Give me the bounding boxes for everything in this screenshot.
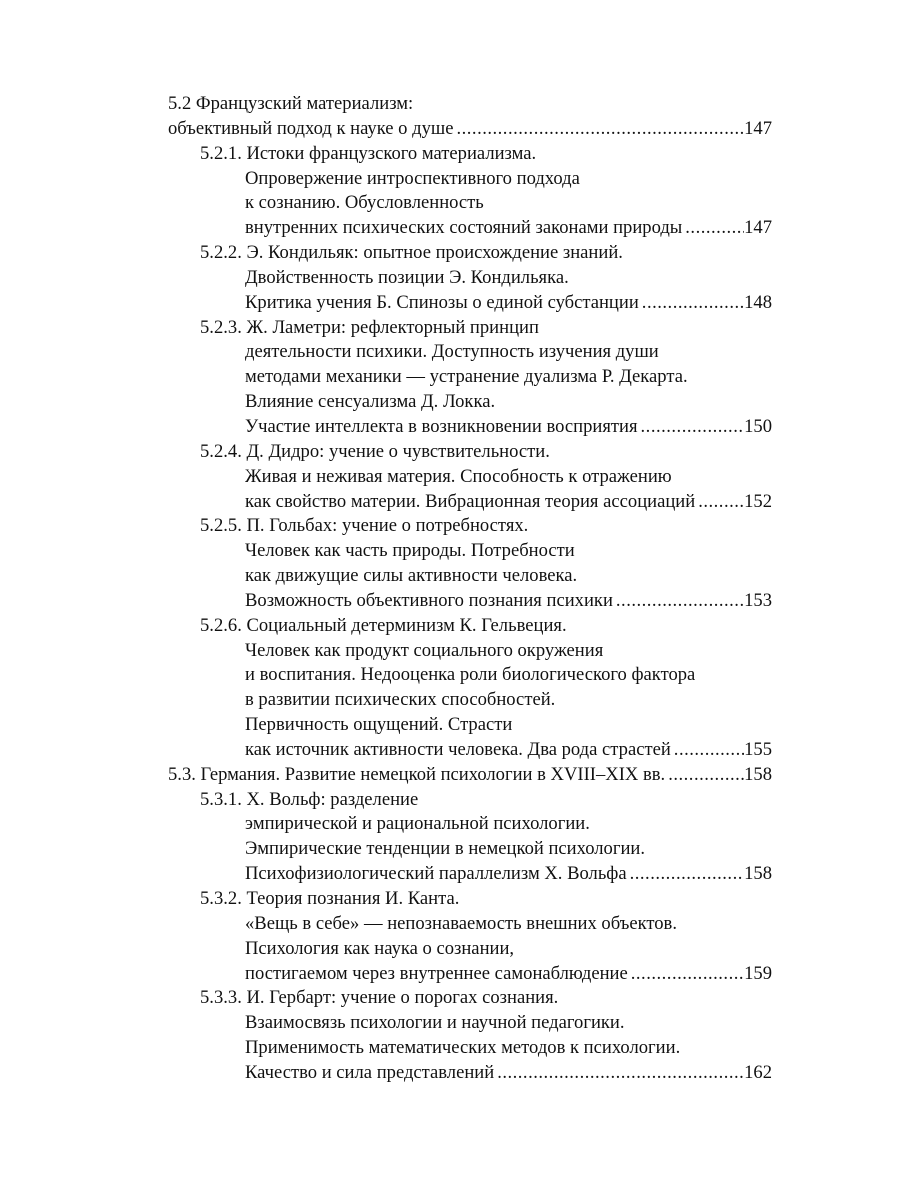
- toc-entry[interactable]: [168, 440, 772, 515]
- toc-entry[interactable]: [168, 514, 772, 613]
- toc-entry-text: 5.2.2. Э. Кондильяк: опытное происхождение знаний.: [200, 242, 623, 264]
- toc-entry[interactable]: [168, 316, 772, 440]
- toc-entry-final-line: [168, 415, 772, 440]
- toc-entry-text: Психофизиологический параллелизм Х. Вольфа: [245, 863, 627, 885]
- toc-entry[interactable]: [168, 142, 772, 241]
- toc-entry-text: 5.3.1. Х. Вольф: разделение: [200, 788, 419, 810]
- toc-entry[interactable]: [168, 788, 772, 887]
- toc-entry-text: Человек как часть природы. Потребности: [245, 540, 575, 562]
- toc-entry-text: 5.2 Французский материализм:: [168, 93, 414, 114]
- toc-entry-text: Взаимосвязь психологии и научной педагогики.: [245, 1012, 625, 1034]
- toc-entry-text: Участие интеллекта в возникновении восприятия: [245, 415, 638, 437]
- dot-leader: [682, 216, 744, 241]
- page-number: 148: [744, 291, 772, 313]
- toc-entry-text: как движущие силы активности человека.: [245, 565, 578, 587]
- toc-entry-final-line: [168, 738, 772, 763]
- dot-leader: [665, 763, 744, 788]
- toc-entry[interactable]: [168, 887, 772, 986]
- toc-entry-final-line: [168, 862, 772, 887]
- page-number: 147: [744, 217, 772, 239]
- page-number: 159: [744, 962, 772, 984]
- toc-entry-text: постигаемом через внутреннее самонаблюдение: [245, 962, 628, 984]
- toc-entry-text: Опровержение интроспективного подхода: [245, 167, 580, 189]
- dot-leader: [453, 117, 744, 142]
- page-number: 147: [744, 117, 772, 139]
- toc-entry-text: 5.2.6. Социальный детерминизм К. Гельвеция.: [200, 614, 567, 636]
- toc-entry-text: 5.3.3. И. Гербарт: учение о порогах сознания.: [200, 987, 559, 1009]
- toc-entry-text: Влияние сенсуализма Д. Локка.: [245, 391, 496, 413]
- page-number: 155: [744, 738, 772, 760]
- toc-entry-text: «Вещь в себе» — непознаваемость внешних объектов.: [245, 912, 677, 934]
- toc-entry-text: объективный подход к науке о душе: [168, 117, 454, 139]
- toc-entry-text: 5.2.5. П. Гольбах: учение о потребностях.: [200, 515, 529, 537]
- dot-leader: [639, 291, 744, 316]
- toc-entry-text: Человек как продукт социального окружения: [245, 639, 604, 661]
- dot-leader: [628, 962, 744, 987]
- dot-leader: [494, 1061, 744, 1086]
- page-number: 152: [744, 490, 772, 512]
- toc-entry-text: Психология как наука о сознании,: [245, 937, 515, 959]
- page-number: 150: [744, 415, 772, 437]
- toc-entry-text: эмпирической и рациональной психологии.: [245, 813, 590, 835]
- toc-entry-final-line: [168, 962, 772, 987]
- toc-entry-text: 5.3. Германия. Развитие немецкой психологии в XVIII–XIX вв.: [168, 763, 666, 785]
- table-of-contents: [168, 92, 772, 1086]
- page-number: 158: [744, 863, 772, 885]
- toc-entry[interactable]: [168, 92, 772, 142]
- toc-entry-text: Применимость математических методов к психологии.: [245, 1037, 681, 1059]
- toc-entry-text: 5.2.3. Ж. Ламетри: рефлекторный принцип: [200, 316, 539, 338]
- toc-entry-text: как свойство материи. Вибрационная теория ассоциаций: [245, 490, 696, 512]
- toc-entry-final-line: [168, 216, 772, 241]
- dot-leader: [613, 589, 744, 614]
- toc-entry-text: Живая и неживая материя. Способность к отражению: [245, 465, 672, 487]
- toc-entry-text: 5.3.2. Теория познания И. Канта.: [200, 888, 460, 909]
- toc-entry-text: 5.2.4. Д. Дидро: учение о чувствительности.: [200, 440, 550, 462]
- toc-entry-final-line: [168, 291, 772, 316]
- toc-entry-text: Критика учения Б. Спинозы о единой субстанции: [245, 291, 639, 313]
- page-number: 153: [744, 589, 772, 611]
- toc-entry-text: Возможность объективного познания психики: [245, 589, 613, 611]
- dot-leader: [671, 738, 744, 763]
- toc-entry-final-line: [168, 589, 772, 614]
- toc-entry[interactable]: [168, 763, 772, 788]
- toc-entry[interactable]: [168, 986, 772, 1085]
- page-number: 162: [744, 1061, 772, 1083]
- toc-entry-text: в развитии психических способностей.: [245, 689, 556, 711]
- toc-entry-final-line: [168, 117, 772, 142]
- toc-entry-text: Двойственность позиции Э. Кондильяка.: [245, 266, 569, 288]
- toc-entry-text: методами механики — устранение дуализма Р. Декарта.: [245, 366, 688, 388]
- toc-entry-text: и воспитания. Недооценка роли биологического фактора: [245, 664, 696, 686]
- toc-entry-text: Эмпирические тенденции в немецкой психологии.: [245, 838, 646, 860]
- toc-entry-text: Первичность ощущений. Страсти: [245, 714, 513, 736]
- dot-leader: [695, 490, 744, 515]
- toc-entry-text: Качество и сила представлений: [245, 1061, 495, 1083]
- dot-leader: [638, 415, 745, 440]
- toc-entry-final-line: [168, 490, 772, 515]
- dot-leader: [627, 862, 745, 887]
- toc-entry-text: как источник активности человека. Два рода страстей: [245, 738, 671, 760]
- page-number: 158: [744, 763, 772, 785]
- toc-entry-text: 5.2.1. Истоки французского материализма.: [200, 142, 537, 164]
- toc-entry[interactable]: [168, 241, 772, 316]
- toc-entry-text: к сознанию. Обусловленность: [245, 192, 484, 214]
- toc-entry-final-line: [168, 1061, 772, 1086]
- toc-entry-final-line: [168, 763, 772, 788]
- toc-entry[interactable]: [168, 614, 772, 763]
- toc-entry-text: внутренних психических состояний законами природы: [245, 217, 683, 239]
- toc-entry-text: деятельности психики. Доступность изучения души: [245, 341, 659, 363]
